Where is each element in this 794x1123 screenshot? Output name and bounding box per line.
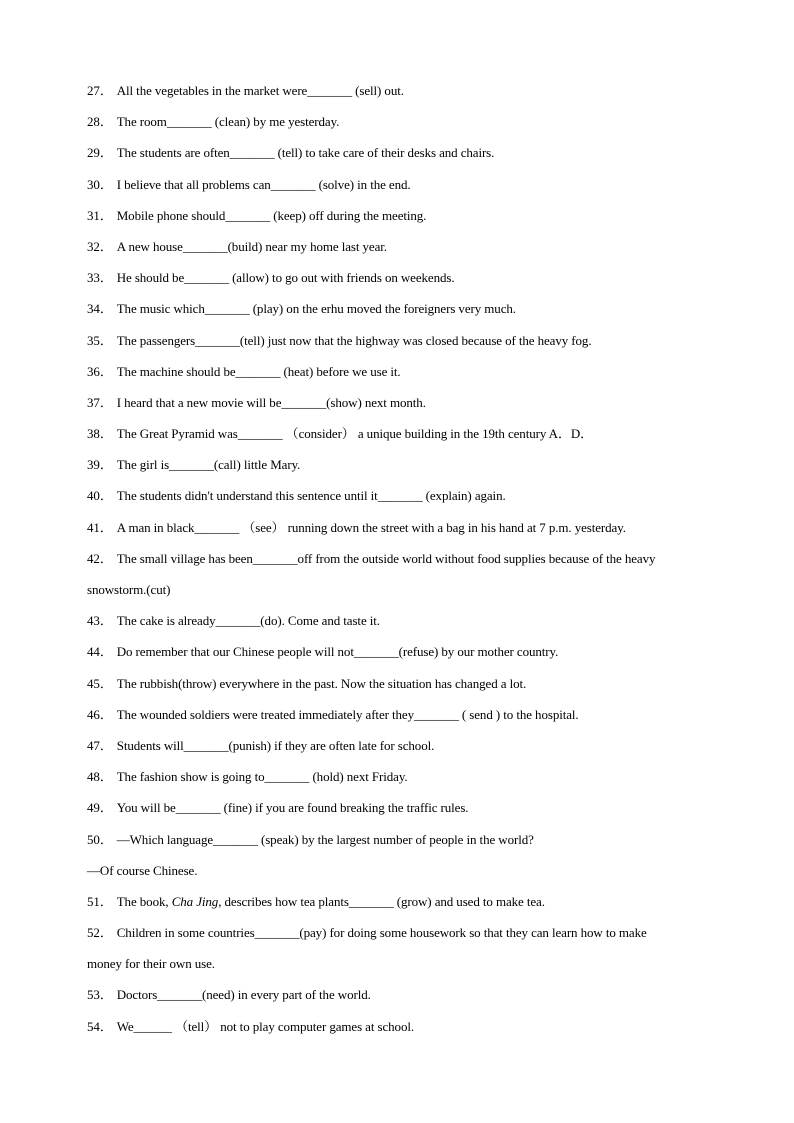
question-text: Do remember that our Chinese people will not_______(refuse) by our mother country. — [116, 644, 559, 660]
question-51 — [87, 891, 712, 922]
question-38 — [87, 423, 712, 454]
question-text: The Great Pyramid was_______ （consider） a unique building in the 19th century A．D． — [116, 426, 594, 442]
question-number: 46 — [87, 706, 100, 722]
question-34 — [87, 298, 712, 329]
question-46 — [87, 704, 712, 735]
question-text: Children in some countries_______(pay) for doing some housework so that they can learn how to make — [116, 925, 647, 941]
question-text: The girl is_______(call) little Mary. — [116, 457, 301, 473]
question-40 — [87, 485, 712, 516]
number-separator: ． — [99, 737, 113, 753]
question-52-continuation — [87, 953, 712, 984]
question-number: 53 — [87, 987, 100, 1003]
question-50-continuation — [87, 860, 712, 891]
question-36 — [87, 361, 712, 392]
question-number: 40 — [87, 488, 100, 504]
question-45 — [87, 673, 712, 704]
number-separator: ． — [99, 145, 113, 161]
question-number: 49 — [87, 800, 100, 816]
question-48 — [87, 766, 712, 797]
question-number: 32 — [87, 238, 100, 254]
number-separator: ． — [99, 238, 113, 254]
number-separator: ． — [99, 114, 113, 130]
question-number: 50 — [87, 831, 100, 847]
question-text: The wounded soldiers were treated immediately after they_______ ( send ) to the hospital. — [116, 706, 579, 722]
number-separator: ． — [99, 769, 113, 785]
question-number: 33 — [87, 270, 100, 286]
question-number: 30 — [87, 176, 100, 192]
question-30 — [87, 174, 712, 205]
question-number: 42 — [87, 550, 100, 566]
question-text-continued: snowstorm.(cut) — [87, 582, 171, 597]
question-52 — [87, 922, 712, 953]
question-text: I heard that a new movie will be_______(show) next month. — [116, 394, 426, 410]
number-separator: ． — [99, 613, 113, 629]
question-text: He should be_______ (allow) to go out with friends on weekends. — [116, 270, 455, 286]
question-text: All the vegetables in the market were_______ (sell) out. — [116, 83, 404, 98]
number-separator: ． — [99, 831, 113, 847]
question-number: 45 — [87, 675, 100, 691]
question-text: The room_______ (clean) by me yesterday. — [116, 114, 340, 130]
number-separator: ． — [99, 394, 113, 410]
question-number: 35 — [87, 332, 100, 348]
question-text: The machine should be_______ (heat) before we use it. — [116, 363, 401, 379]
number-separator: ． — [99, 457, 113, 473]
question-number: 43 — [87, 613, 100, 629]
question-text: Students will_______(punish) if they are often late for school. — [116, 737, 435, 753]
question-number: 31 — [87, 207, 100, 223]
question-text: The cake is already_______(do). Come and taste it. — [116, 613, 380, 629]
number-separator: ． — [99, 488, 113, 504]
number-separator: ． — [99, 332, 113, 348]
question-number: 51 — [87, 893, 100, 909]
question-50 — [87, 829, 712, 860]
question-number: 41 — [87, 519, 100, 535]
question-39 — [87, 454, 712, 485]
question-27 — [87, 80, 712, 111]
question-33 — [87, 267, 712, 298]
question-number: 38 — [87, 426, 100, 442]
question-text: The book, — [116, 893, 172, 909]
question-number: 28 — [87, 114, 100, 130]
question-text: The music which_______ (play) on the erhu moved the foreigners very much. — [116, 301, 516, 317]
question-text: Mobile phone should_______ (keep) off during the meeting. — [116, 207, 427, 223]
question-text: A man in black_______ （see） running down the street with a bag in his hand at 7 p.m. yesterday. — [116, 519, 626, 535]
question-number: 54 — [87, 1018, 100, 1034]
number-separator: ． — [99, 176, 113, 192]
question-42-continuation — [87, 579, 712, 610]
question-number: 27 — [87, 83, 100, 98]
question-number: 48 — [87, 769, 100, 785]
number-separator: ． — [99, 426, 113, 442]
question-28 — [87, 111, 712, 142]
question-number: 36 — [87, 363, 100, 379]
number-separator: ． — [99, 893, 113, 909]
question-number: 29 — [87, 145, 100, 161]
number-separator: ． — [99, 519, 113, 535]
question-number: 37 — [87, 394, 100, 410]
question-text: I believe that all problems can_______ (solve) in the end. — [116, 176, 411, 192]
question-49 — [87, 797, 712, 828]
question-text: A new house_______(build) near my home last year. — [116, 238, 387, 254]
number-separator: ． — [99, 550, 113, 566]
number-separator: ． — [99, 800, 113, 816]
question-text: The students are often_______ (tell) to take care of their desks and chairs. — [116, 145, 495, 161]
question-54 — [87, 1016, 712, 1047]
number-separator: ． — [99, 925, 113, 941]
question-number: 44 — [87, 644, 100, 660]
question-47 — [87, 735, 712, 766]
number-separator: ． — [99, 706, 113, 722]
exercise-list — [87, 80, 712, 1047]
question-32 — [87, 236, 712, 267]
question-44 — [87, 641, 712, 672]
question-text-after: , describes how tea plants_______ (grow) and used to make tea. — [218, 893, 545, 909]
question-text: The fashion show is going to_______ (hold) next Friday. — [116, 769, 408, 785]
number-separator: ． — [99, 83, 113, 98]
question-35 — [87, 330, 712, 361]
question-37 — [87, 392, 712, 423]
question-number: 39 — [87, 457, 100, 473]
question-text: You will be_______ (fine) if you are found breaking the traffic rules. — [116, 800, 469, 816]
question-text: Doctors_______(need) in every part of the world. — [116, 987, 371, 1003]
question-text: We______ （tell） not to play computer games at school. — [116, 1018, 415, 1034]
question-42 — [87, 548, 712, 579]
number-separator: ． — [99, 675, 113, 691]
question-text: The passengers_______(tell) just now that the highway was closed because of the heavy fog. — [116, 332, 592, 348]
question-text-continued: money for their own use. — [87, 956, 215, 972]
number-separator: ． — [99, 1018, 113, 1034]
number-separator: ． — [99, 363, 113, 379]
question-number: 52 — [87, 925, 100, 941]
question-text-continued: —Of course Chinese. — [87, 862, 198, 878]
number-separator: ． — [99, 987, 113, 1003]
book-title: Cha Jing — [171, 893, 219, 909]
question-text: The rubbish(throw) everywhere in the past. Now the situation has changed a lot. — [116, 675, 527, 691]
number-separator: ． — [99, 301, 113, 317]
question-number: 34 — [87, 301, 100, 317]
number-separator: ． — [99, 207, 113, 223]
question-41 — [87, 517, 712, 548]
number-separator: ． — [99, 644, 113, 660]
question-text: —Which language_______ (speak) by the largest number of people in the world? — [116, 831, 534, 847]
question-29 — [87, 142, 712, 173]
question-number: 47 — [87, 737, 100, 753]
question-53 — [87, 984, 712, 1015]
number-separator: ． — [99, 270, 113, 286]
question-31 — [87, 205, 712, 236]
question-43 — [87, 610, 712, 641]
question-text: The small village has been_______off from the outside world without food supplies because of the heavy — [116, 550, 656, 566]
question-text: The students didn't understand this sentence until it_______ (explain) again. — [116, 488, 506, 504]
